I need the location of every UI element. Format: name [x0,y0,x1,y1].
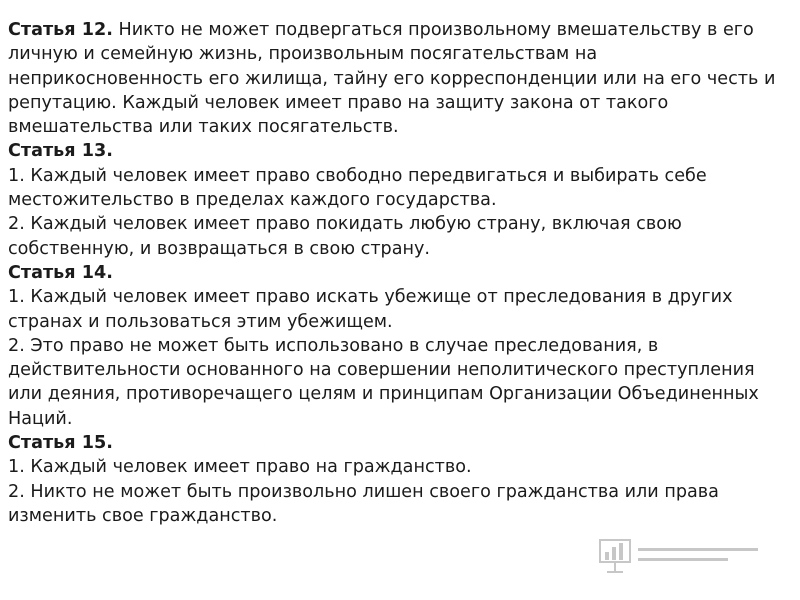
article-12-line-1 [8,18,788,42]
article-12-line-2: личную и семейную жизнь, произвольным посягательствам на [8,44,598,65]
article-14-line-4: действительности основанного на совершении неполитического преступления [8,360,755,381]
article-14-heading: Статья 14. [8,262,113,283]
article-13-line-3: 2. Каждый человек имеет право покидать любую страну, включая свою [8,214,682,235]
article-15-line-3: изменить свое гражданство. [8,505,278,526]
article-12-text: Никто не может подвергаться произвольному вмешательству в его [112,20,754,40]
article-15-line-2: 2. Никто не может быть произвольно лишен своего гражданства или права [8,481,719,502]
presentation-chart-icon [596,534,768,576]
article-15-line-1: 1. Каждый человек имеет право на гражданство. [8,457,472,478]
article-12-line-3: неприкосновенность его жилища, тайну его корреспонденции или на его честь и [8,68,776,89]
article-14-line-2: странах и пользоваться этим убежищем. [8,311,393,332]
article-14-line-3: 2. Это право не может быть использовано в случае преследования, в [8,335,659,356]
article-13-line-2: местожительство в пределах каждого государства. [8,190,497,211]
article-12-line-4: репутацию. Каждый человек имеет право на защиту закона от такого [8,92,669,113]
article-15-heading: Статья 15. [8,433,113,454]
article-13-line-1: 1. Каждый человек имеет право свободно передвигаться и выбирать себе [8,165,707,186]
article-12-heading: Статья 12. [8,20,113,40]
article-12-line-5: вмешательства или таких посягательств. [8,117,399,138]
article-13-heading: Статья 13. [8,141,113,162]
article-14-line-1: 1. Каждый человек имеет право искать убежище от преследования в других [8,287,733,308]
article-13-line-4: собственную, и возвращаться в свою страну. [8,238,431,259]
article-14-line-6: Наций. [8,408,73,429]
article-14-line-5: или деяния, противоречащего целям и принципам Организации Объединенных [8,384,759,405]
